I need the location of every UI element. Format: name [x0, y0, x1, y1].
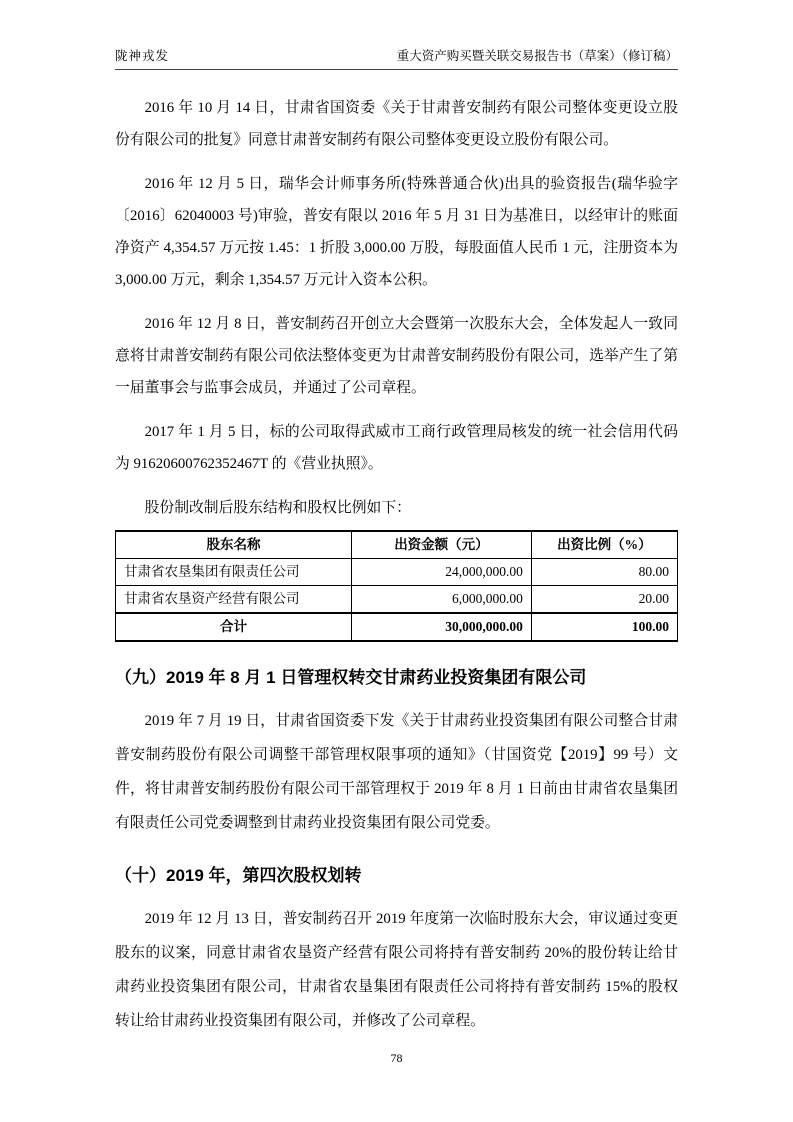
page-header: [115, 46, 678, 70]
header-company-name: 陇神戎发: [115, 49, 170, 63]
cell-shareholder-name: 甘肃省农垦资产经营有限公司: [116, 586, 352, 614]
page-footer: [0, 1051, 793, 1066]
paragraph-business-license: 2017 年 1 月 5 日，标的公司取得武威市工商行政管理局核发的统一社会信用代码为 91620600762352467T 的《营业执照》。: [115, 424, 678, 472]
table-header-row: [116, 531, 678, 559]
table-header-contribution-ratio: 出资比例（%）: [531, 531, 677, 559]
shareholder-structure-table: [115, 530, 678, 642]
table-header-shareholder-name: 股东名称: [116, 531, 352, 559]
paragraph-incorporation-approval: 2016 年 10 月 14 日，甘肃省国资委《关于甘肃普安制药有限公司整体变更设立股份有限公司的批复》同意甘肃普安制药有限公司整体变更设立股份有限公司。: [115, 100, 678, 148]
cell-shareholder-name: 甘肃省农垦集团有限责任公司: [116, 559, 352, 586]
paragraph-founding-meeting: 2016 年 12 月 8 日，普安制药召开创立大会暨第一次股东大会，全体发起人一致同意将甘肃普安制药有限公司依法整体变更为甘肃普安制药股份有限公司，选举产生了第一届董事会与监事会成员，并通过了公司章程。: [115, 316, 678, 396]
table-body: [116, 559, 678, 642]
cell-total-label: 合计: [116, 613, 352, 641]
section-heading-9: （九）2019 年 8 月 1 日管理权转交甘肃药业投资集团有限公司: [115, 668, 587, 687]
cell-contribution-ratio: 80.00: [531, 559, 677, 586]
paragraph-capital-verification: 2016 年 12 月 5 日，瑞华会计师事务所(特殊普通合伙)出具的验资报告(瑞华验字〔2016〕62040003 号)审验，普安有限以 2016 年 5 月 31 日为基准日，以经审计的账面净资产 4,354.57 万元按 1.45：1 折股 3,000.00 万股，每股面值人民币 1 元，注册资本为 3,000.00 万元，剩余 1,354.57 万元计入资本公积。: [115, 176, 678, 288]
table-intro-text: 股份制改制后股东结构和股权比例如下：: [144, 500, 411, 516]
cell-total-ratio: 100.00: [531, 613, 677, 641]
table-header-contribution-amount: 出资金额（元）: [352, 531, 532, 559]
paragraph-management-transfer: 2019 年 7 月 19 日，甘肃省国资委下发《关于甘肃药业投资集团有限公司整合甘肃普安制药股份有限公司调整干部管理权限事项的通知》（甘国资党【2019】99 号）文件，将甘肃普安制药股份有限公司干部管理权于 2019 年 8 月 1 日前由甘肃省农垦集团有限责任公司党委调整到甘肃药业投资集团有限公司党委。: [115, 713, 678, 831]
cell-contribution-amount: 24,000,000.00: [352, 559, 532, 586]
header-doc-title: 重大资产购买暨关联交易报告书（草案）（修订稿）: [396, 49, 678, 63]
table-row-shareholder-1: [116, 559, 678, 586]
cell-total-amount: 30,000,000.00: [352, 613, 532, 641]
section-heading-10: （十）2019 年，第四次股权划转: [115, 866, 362, 885]
table-row-total: [116, 613, 678, 641]
cell-contribution-amount: 6,000,000.00: [352, 586, 532, 614]
document-body: [115, 70, 678, 1038]
page-number: 78: [390, 1051, 403, 1065]
table-row-shareholder-2: [116, 586, 678, 614]
table-head: [116, 531, 678, 559]
cell-contribution-ratio: 20.00: [531, 586, 677, 614]
paragraph-fourth-equity-transfer: 2019 年 12 月 13 日，普安制药召开 2019 年度第一次临时股东大会，审议通过变更股东的议案，同意甘肃省农垦资产经营有限公司将持有普安制药 20%的股份转让给甘肃药业投资集团有限公司，甘肃省农垦集团有限责任公司将持有普安制药 15%的股权转让给甘肃药业投资集团有限公司，并修改了公司章程。: [115, 911, 678, 1029]
